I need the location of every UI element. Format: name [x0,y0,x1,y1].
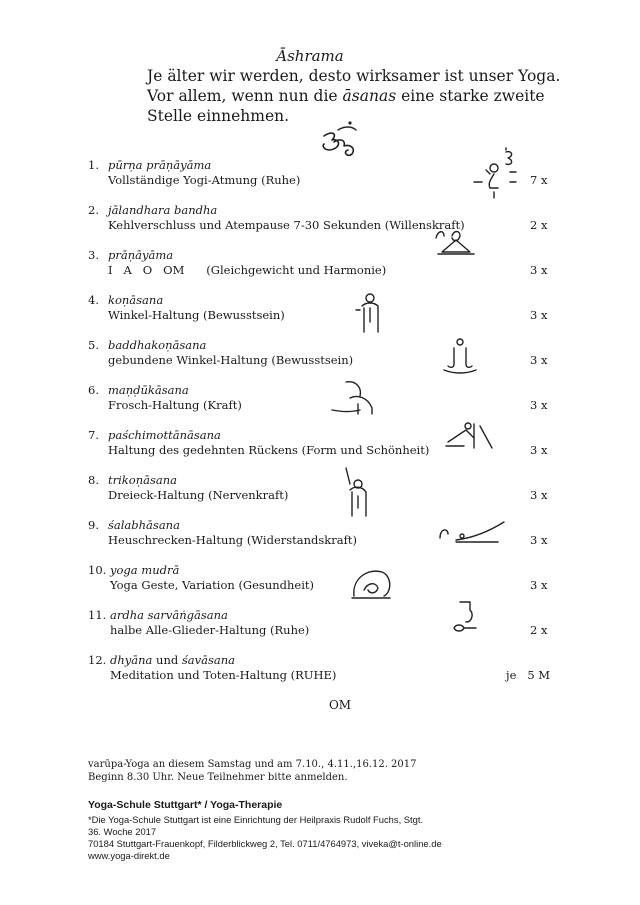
footer-school: Yoga-Schule Stuttgart* / Yoga-Therapie [88,799,283,811]
item-number: 12. [88,653,107,667]
item-sanskrit: śalabhāsana [108,518,180,532]
item-number: 3. [88,248,99,262]
item-count: 7 x [530,173,548,187]
item-sanskrit: yoga mudrā [110,563,180,577]
list-item [88,608,558,648]
item-sanskrit: jālandhara bandha [108,203,218,217]
item-count: 3 x [530,533,548,547]
list-item [88,473,558,513]
item-german: Frosch-Haltung (Kraft) [108,398,242,412]
list-item [88,248,558,288]
item-count: 3 x [530,398,548,412]
item-german: Haltung des gedehnten Rückens (Form und Schönheit) [108,443,430,457]
seated-figure-icon [432,218,480,258]
item-sanskrit: trikoṇāsana [108,473,177,487]
item-count: 3 x [530,443,548,457]
intro-text: Vor allem, wenn nun die [147,87,338,105]
footer-week: 36. Woche 2017 [88,826,157,837]
item-number: 7. [88,428,99,442]
item-german: Winkel-Haltung (Bewusstsein) [108,308,285,322]
item-count: 3 x [530,308,548,322]
intro-line-2 [147,86,545,106]
item-german: gebundene Winkel-Haltung (Bewusstsein) [108,353,354,367]
item-count: 2 x [530,218,548,232]
footer-note: *Die Yoga-Schule Stuttgart ist eine Einrichtung der Heilpraxis Rudolf Fuchs, Stgt. [88,814,424,825]
standing-angle-figure-icon [352,292,388,338]
breathing-figure-icon [460,148,520,200]
triangle-figure-icon [340,466,380,522]
forward-bend-figure-icon [444,418,498,454]
item-sanskrit: baddhakoṇāsana [108,338,207,352]
item-sanskrit-b: śavāsana [181,653,236,667]
locust-figure-icon [438,518,508,546]
bound-angle-figure-icon [440,338,480,378]
frog-figure-icon [328,378,380,418]
item-number: 9. [88,518,99,532]
list-item [88,563,558,603]
item-count: 3 x [530,488,548,502]
shoulder-stand-figure-icon [448,598,480,638]
item-number: 5. [88,338,99,352]
item-number: 2. [88,203,99,217]
item-number: 10. [88,563,107,577]
item-sanskrit-and: und [156,653,179,667]
item-number: 8. [88,473,99,487]
item-number: 6. [88,383,99,397]
item-sanskrit: paśchimottānāsana [108,428,221,442]
item-number: 11. [88,608,107,622]
intro-line-3: Stelle einnehmen. [147,107,290,125]
footer-web: www.yoga-direkt.de [88,850,170,861]
item-german: Meditation und Toten-Haltung (RUHE) [110,668,337,682]
footer-schedule: varūpa-Yoga an diesem Samstag und am 7.10., 4.11.,16.12. 2017 [88,759,417,770]
list-item [88,293,558,333]
page-title: Āshrama [276,47,344,65]
item-german: I A O OM (Gleichgewicht und Harmonie) [108,263,387,277]
item-german: Dreieck-Haltung (Nervenkraft) [108,488,289,502]
item-german: Heuschrecken-Haltung (Widerstandskraft) [108,533,357,547]
list-item [88,383,558,423]
item-sanskrit-a: dhyāna [110,653,153,667]
item-sanskrit: maṇḍūkāsana [108,383,189,397]
item-number: 1. [88,158,99,172]
item-count: 3 x [530,263,548,277]
closing-om: OM [328,698,352,712]
item-count: 3 x [530,578,548,592]
item-german: Kehlverschluss und Atempause 7-30 Sekunden (Willenskraft) [108,218,465,232]
item-count: 2 x [530,623,548,637]
item-sanskrit: prāṇāyāma [108,248,174,262]
item-german: Yoga Geste, Variation (Gesundheit) [110,578,314,592]
footer-address: 70184 Stuttgart-Frauenkopf, Filderblickweg 2, Tel. 0711/4764973, viveka@t-online.de [88,838,442,849]
intro-text: eine starke zweite [401,87,545,105]
list-item [88,203,558,243]
intro-term: āsanas [342,87,397,105]
item-german: halbe Alle-Glieder-Haltung (Ruhe) [110,623,310,637]
item-sanskrit [110,653,235,667]
yoga-mudra-figure-icon [350,564,394,602]
item-sanskrit: ardha sarvāṅgāsana [110,608,228,622]
item-sanskrit: pūrṇa prāṇāyāma [108,158,212,172]
item-sanskrit: koṇāsana [108,293,164,307]
item-german: Vollständige Yogi-Atmung (Ruhe) [108,173,301,187]
item-count: 3 x [530,353,548,367]
item-number: 4. [88,293,99,307]
intro-line-1: Je älter wir werden, desto wirksamer ist unser Yoga. [147,67,561,85]
footer-start: Beginn 8.30 Uhr. Neue Teilnehmer bitte anmelden. [88,772,348,783]
item-count: je 5 M [506,668,551,682]
list-item [88,338,558,378]
list-item [88,653,558,693]
